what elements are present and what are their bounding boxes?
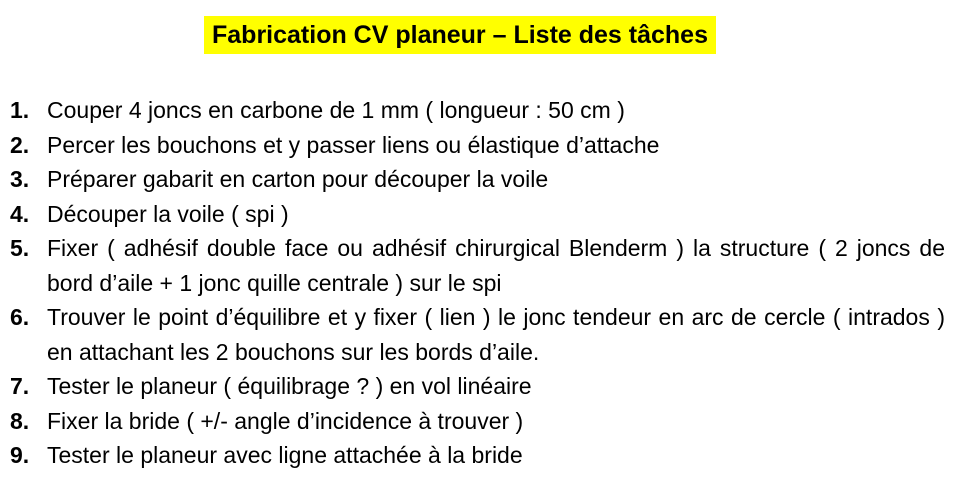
task-list	[10, 93, 945, 473]
task-item-8	[10, 404, 945, 439]
task-item-5	[10, 231, 945, 300]
task-item-4	[10, 197, 945, 232]
task-text: Préparer gabarit en carton pour découper la voile	[47, 166, 549, 192]
task-number: 6.	[10, 304, 30, 330]
task-text: Fixer la bride ( +/- angle d’incidence à trouver )	[47, 407, 524, 434]
task-text: Fixer ( adhésif double face ou adhésif chirurgical Blenderm ) la structure ( 2 joncs de bord d’aile + 1 jonc quille centrale ) sur le spi	[47, 235, 945, 296]
task-text: Percer les bouchons et y passer liens ou élastique d’attache	[47, 131, 660, 158]
task-item-7	[10, 369, 945, 404]
task-number: 9.	[10, 442, 30, 468]
task-number: 3.	[10, 166, 30, 192]
task-item-2	[10, 128, 945, 163]
task-text: Tester le planeur ( équilibrage ? ) en vol linéaire	[47, 373, 532, 399]
task-text: Tester le planeur avec ligne attachée à la bride	[47, 442, 523, 468]
task-item-1	[10, 93, 945, 128]
task-text: Découper la voile ( spi )	[47, 200, 289, 227]
task-number: 2.	[10, 131, 30, 158]
task-item-3	[10, 162, 945, 197]
task-item-9	[10, 438, 945, 473]
task-text: Couper 4 joncs en carbone de 1 mm ( longueur : 50 cm )	[47, 97, 625, 123]
task-item-6	[10, 300, 945, 369]
task-text: Trouver le point d’équilibre et y fixer ( lien ) le jonc tendeur en arc de cercle ( intrados ) en attachant les 2 bouchons sur les bords d’aile.	[47, 304, 945, 365]
task-number: 5.	[10, 235, 30, 261]
page-title: Fabrication CV planeur – Liste des tâches	[204, 16, 716, 54]
task-number: 4.	[10, 200, 30, 227]
task-number: 7.	[10, 373, 30, 399]
task-number: 8.	[10, 407, 30, 434]
title-container	[0, 16, 920, 54]
task-number: 1.	[10, 97, 30, 123]
